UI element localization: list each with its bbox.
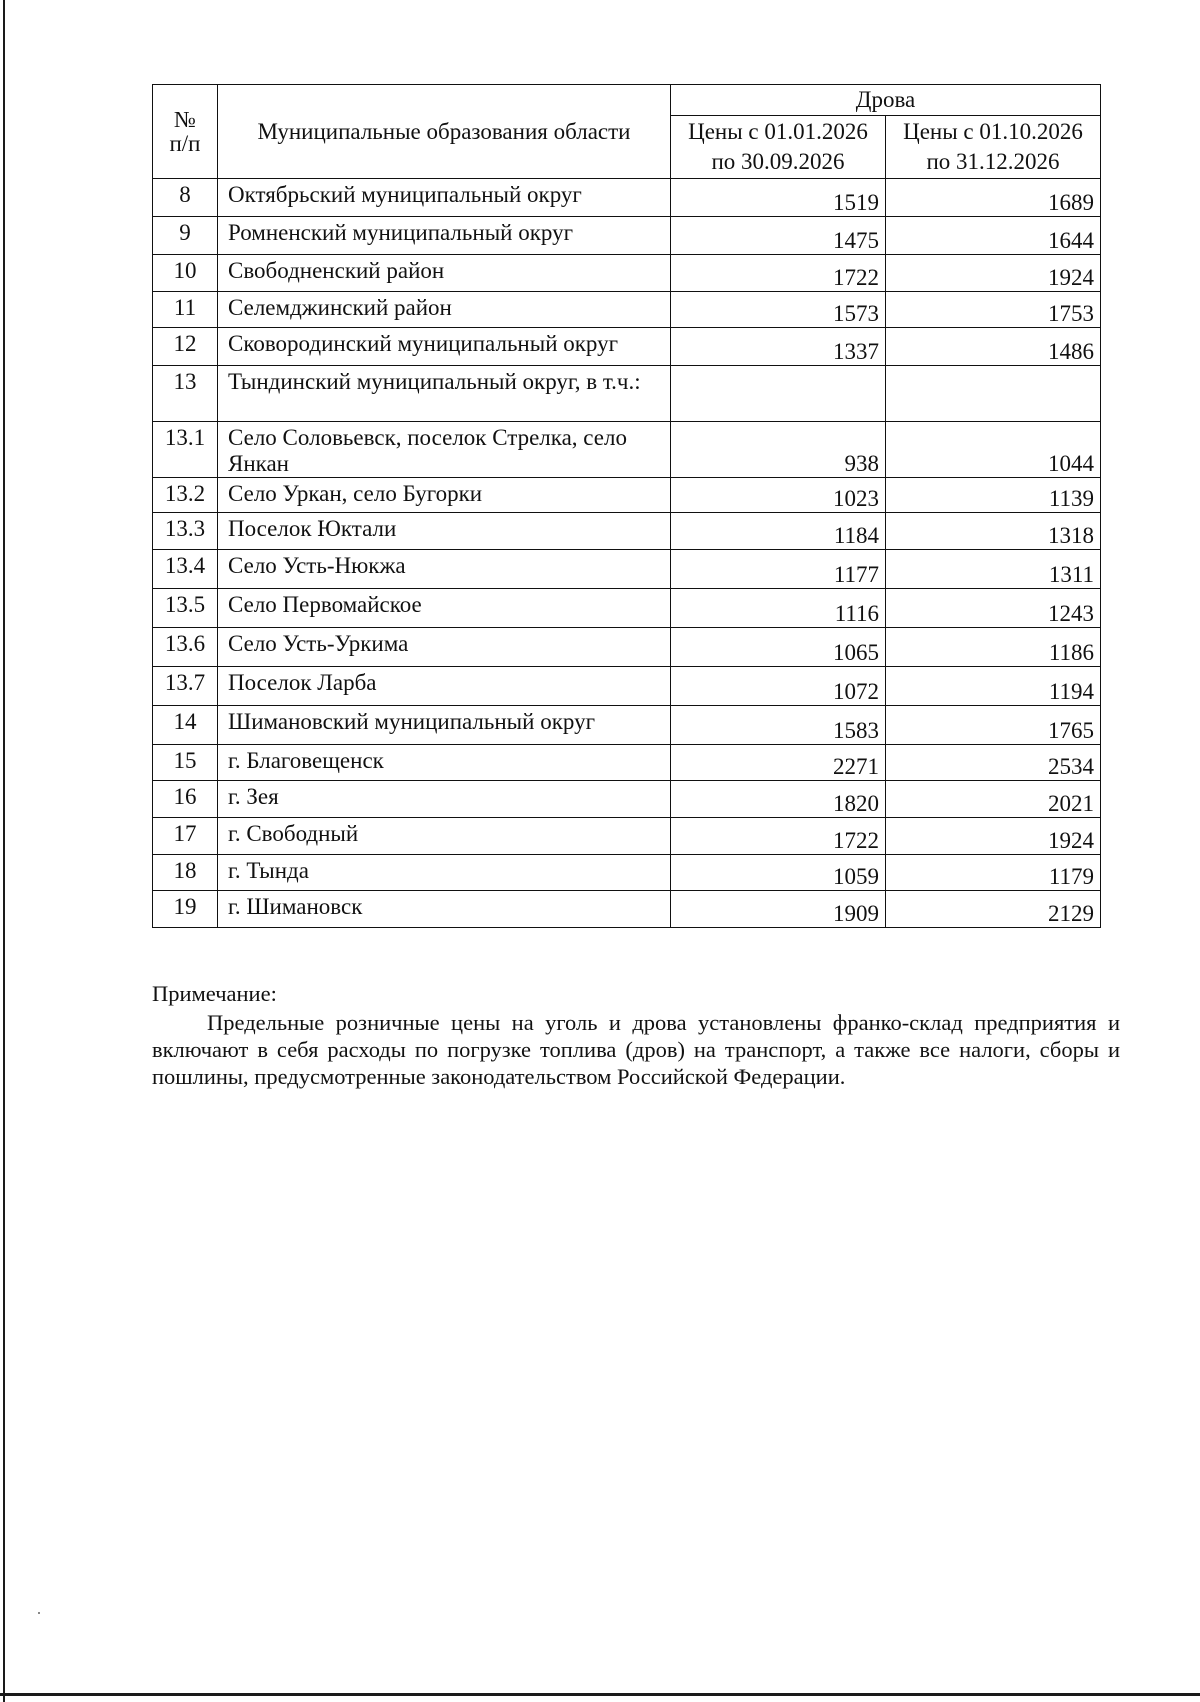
row-price-period-1: 1065 — [671, 628, 886, 667]
row-price-period-1: 1909 — [671, 891, 886, 928]
header-period-2: Цены с 01.10.2026 по 31.12.2026 — [886, 116, 1101, 179]
row-price-period-1: 1337 — [671, 328, 886, 366]
table-row — [153, 589, 1101, 628]
row-price-period-1: 1722 — [671, 255, 886, 292]
row-number: 11 — [153, 292, 218, 328]
table-body — [153, 179, 1101, 928]
row-price-period-1: 1059 — [671, 855, 886, 891]
row-price-period-2: 1486 — [886, 328, 1101, 366]
row-number: 13.5 — [153, 589, 218, 628]
row-municipality: Свободненский район — [218, 255, 671, 292]
row-price-period-2: 1924 — [886, 255, 1101, 292]
table-row — [153, 179, 1101, 217]
row-price-period-1: 938 — [671, 422, 886, 478]
row-municipality: Село Первомайское — [218, 589, 671, 628]
row-municipality: Ромненский муниципальный округ — [218, 217, 671, 255]
row-municipality: Село Усть-Нюкжа — [218, 550, 671, 589]
row-number: 13.4 — [153, 550, 218, 589]
row-number: 17 — [153, 818, 218, 855]
row-price-period-2: 2021 — [886, 781, 1101, 818]
row-price-period-2: 1644 — [886, 217, 1101, 255]
header-num: № п/п — [153, 85, 218, 179]
row-price-period-2: 1689 — [886, 179, 1101, 217]
row-number: 13.6 — [153, 628, 218, 667]
row-municipality: Тындинский муниципальный округ, в т.ч.: — [218, 366, 671, 422]
row-number: 8 — [153, 179, 218, 217]
header-period-1: Цены с 01.01.2026 по 30.09.2026 — [671, 116, 886, 179]
header-firewood: Дрова — [671, 85, 1101, 116]
row-price-period-1: 1519 — [671, 179, 886, 217]
row-price-period-2 — [886, 366, 1101, 422]
row-number: 13.1 — [153, 422, 218, 478]
row-municipality: Шимановский муниципальный округ — [218, 706, 671, 745]
row-price-period-2: 1924 — [886, 818, 1101, 855]
row-number: 10 — [153, 255, 218, 292]
row-price-period-2: 1186 — [886, 628, 1101, 667]
row-price-period-1: 1072 — [671, 667, 886, 706]
row-price-period-1: 1184 — [671, 513, 886, 550]
page-left-edge — [3, 0, 5, 1702]
table-row — [153, 628, 1101, 667]
row-municipality: Поселок Ларба — [218, 667, 671, 706]
row-price-period-2: 1044 — [886, 422, 1101, 478]
note-title: Примечание: — [152, 981, 277, 1006]
row-number: 18 — [153, 855, 218, 891]
prices-table — [152, 84, 1101, 928]
row-number: 12 — [153, 328, 218, 366]
row-price-period-1: 1475 — [671, 217, 886, 255]
row-municipality: Селемджинский район — [218, 292, 671, 328]
table-row — [153, 667, 1101, 706]
page-bottom-edge — [0, 1693, 1200, 1696]
table-row — [153, 292, 1101, 328]
row-price-period-2: 1179 — [886, 855, 1101, 891]
row-price-period-1: 1722 — [671, 818, 886, 855]
row-price-period-2: 1765 — [886, 706, 1101, 745]
row-municipality: Поселок Юктали — [218, 513, 671, 550]
row-municipality: г. Тында — [218, 855, 671, 891]
table-row — [153, 706, 1101, 745]
row-number: 13.2 — [153, 478, 218, 513]
table-header — [153, 85, 1101, 179]
row-number: 15 — [153, 745, 218, 781]
table-row — [153, 855, 1101, 891]
row-price-period-1: 2271 — [671, 745, 886, 781]
row-price-period-2: 1318 — [886, 513, 1101, 550]
row-municipality: Октябрьский муниципальный округ — [218, 179, 671, 217]
row-number: 19 — [153, 891, 218, 928]
row-price-period-1: 1573 — [671, 292, 886, 328]
table-row — [153, 328, 1101, 366]
table-row — [153, 217, 1101, 255]
table-row — [153, 255, 1101, 292]
table-row — [153, 745, 1101, 781]
row-price-period-2: 2129 — [886, 891, 1101, 928]
table-row — [153, 478, 1101, 513]
table-row — [153, 891, 1101, 928]
row-number: 13 — [153, 366, 218, 422]
scan-speck — [38, 1612, 40, 1614]
row-municipality: Село Уркан, село Бугорки — [218, 478, 671, 513]
row-price-period-2: 1311 — [886, 550, 1101, 589]
header-municipality: Муниципальные образования области — [218, 85, 671, 179]
row-price-period-1: 1177 — [671, 550, 886, 589]
row-municipality: Сковородинский муниципальный округ — [218, 328, 671, 366]
table-row — [153, 513, 1101, 550]
table-row — [153, 550, 1101, 589]
table-row — [153, 818, 1101, 855]
row-municipality: г. Шимановск — [218, 891, 671, 928]
row-number: 13.7 — [153, 667, 218, 706]
row-price-period-2: 1243 — [886, 589, 1101, 628]
row-price-period-2: 1139 — [886, 478, 1101, 513]
row-price-period-1: 1023 — [671, 478, 886, 513]
table-row — [153, 422, 1101, 478]
row-price-period-1 — [671, 366, 886, 422]
row-municipality: Село Усть-Уркима — [218, 628, 671, 667]
row-price-period-1: 1583 — [671, 706, 886, 745]
row-municipality: г. Свободный — [218, 818, 671, 855]
row-municipality: г. Зея — [218, 781, 671, 818]
row-number: 16 — [153, 781, 218, 818]
row-price-period-2: 1753 — [886, 292, 1101, 328]
row-price-period-2: 1194 — [886, 667, 1101, 706]
row-municipality: Село Соловьевск, поселок Стрелка, село Янкан — [218, 422, 671, 478]
note-section — [152, 980, 1120, 1090]
table-row — [153, 366, 1101, 422]
note-text: Предельные розничные цены на уголь и дрова установлены франко-склад предприятия и включают в себя расходы по погрузке топлива (дров) на транспорт, а также все налоги, сборы и пошлины, предусмотренные законодательством Российской Федерации. — [152, 1010, 1120, 1089]
row-municipality: г. Благовещенск — [218, 745, 671, 781]
row-number: 13.3 — [153, 513, 218, 550]
table-row — [153, 781, 1101, 818]
row-price-period-1: 1116 — [671, 589, 886, 628]
row-number: 9 — [153, 217, 218, 255]
row-price-period-2: 2534 — [886, 745, 1101, 781]
row-price-period-1: 1820 — [671, 781, 886, 818]
row-number: 14 — [153, 706, 218, 745]
